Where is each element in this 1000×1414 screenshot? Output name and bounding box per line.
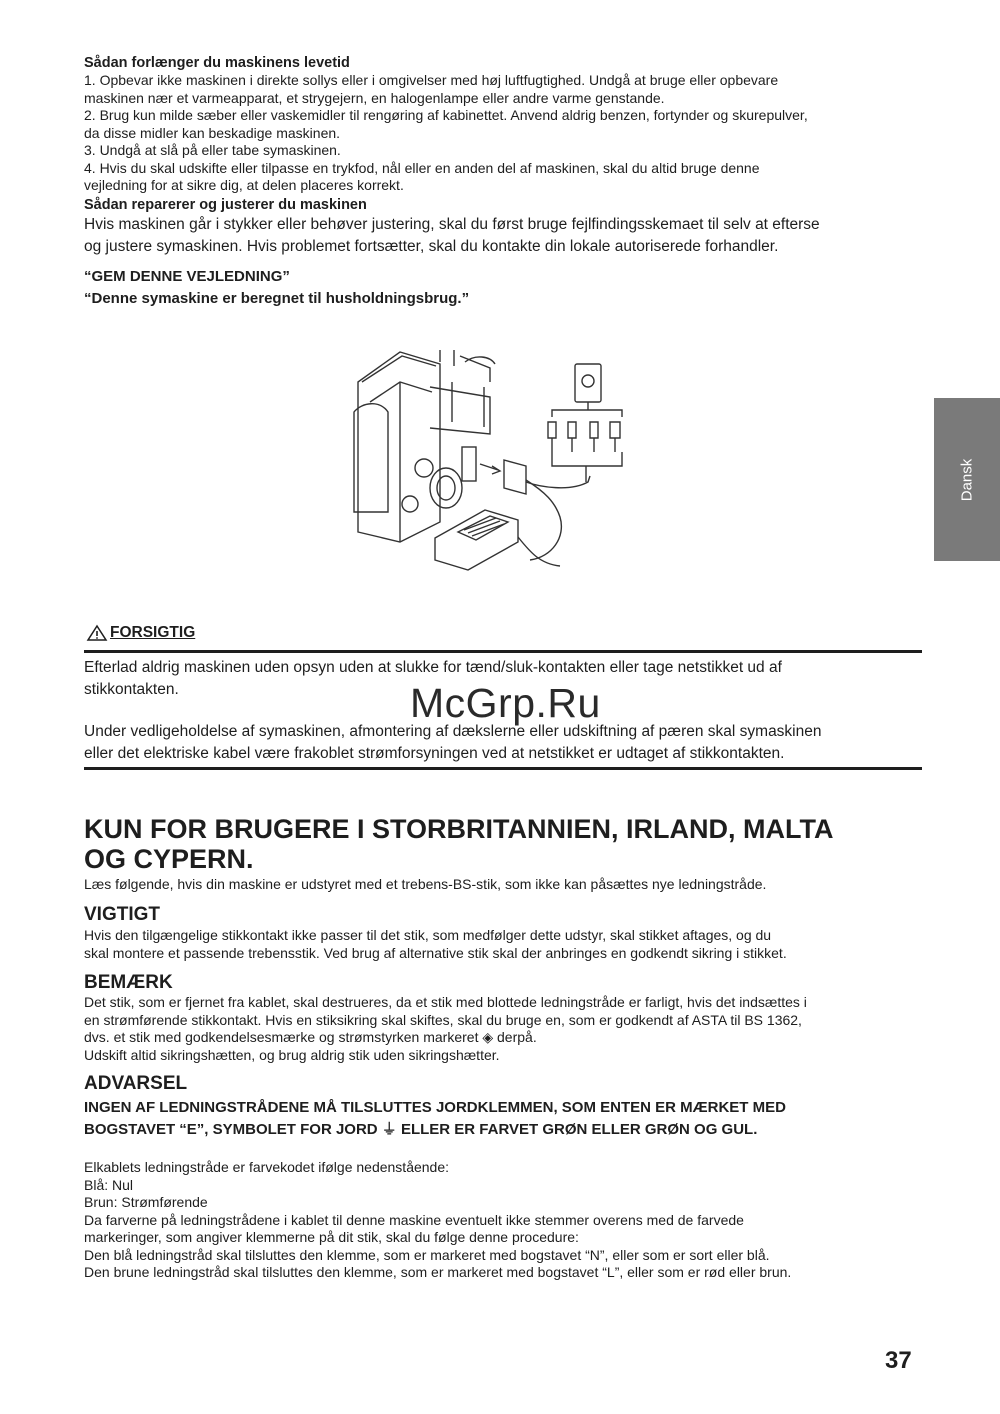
text-line: da disse midler kan beskadige maskinen. [84,124,341,141]
text-line: vejledning for at sikre dig, at delen placeres korrekt. [84,177,404,193]
text-line: Blå: Nul [84,1176,134,1193]
text-line: 3. Undgå at slå på eller tabe symaskinen. [84,142,341,158]
text-line: Hvis den tilgængelige stikkontakt ikke passer til det stik, som medfølger dette udstyr, skal stikket aftages, og du [84,927,772,943]
longevity-heading: Sådan forlænger du maskinens levetid [84,55,350,71]
handwheel [430,468,462,508]
colour-code-text [84,1159,930,1282]
plug-variant [610,422,620,452]
text-line: INGEN AF LEDNINGSTRÅDENE MÅ TILSLUTTES JORDKLEMMEN, SOM ENTEN ER MÆRKET MED [84,1099,786,1116]
knob [402,496,418,512]
text-line: en strømførende stikkontakt. Hvis en stiksikring skal skiftes, skal du bruge en, som er godkendt af ASTA til BS 1362, [84,1011,802,1028]
text-line: Under vedligeholdelse af symaskinen, afmontering af dækslerne eller udskiftning af pæren skal symaskinen [84,723,822,740]
watermark: McGrp.Ru [410,680,601,726]
machine-socket [462,447,476,481]
text-line: markeringer, som angiver klemmerne på dit stik, skal du følge denne procedure: [84,1229,579,1245]
plug-variant [590,422,598,452]
text-line: 1. Opbevar ikke maskinen i direkte sollys eller i omgivelser med høj luftfugtighed. Undgå at bruge eller opbevare [84,72,779,88]
repair-heading: Sådan reparerer og justerer du maskinen [84,197,367,213]
uk-intro: Læs følgende, hvis din maskine er udstyret med et trebens-BS-stik, som ikke kan påsættes nye ledningstråde. [84,876,767,892]
vigtigt-heading: VIGTIGT [84,904,160,925]
title-line: KUN FOR BRUGERE I STORBRITANNIEN, IRLAND, MALTA [84,814,834,844]
text-line: dvs. et stik med godkendelsesmærke og strømstyrken markeret ◈ derpå. [84,1029,537,1045]
machine-plug-diagram [340,342,640,582]
text-line: og justere symaskinen. Hvis problemet fortsætter, skal du kontakte din lokale autoriserede forhandler. [84,238,779,255]
text-line: 4. Hvis du skal udskifte eller tilpasse en trykfod, nål eller en anden del af maskinen, skal du altid bruge denne [84,159,760,176]
bemaerk-text [84,994,930,1064]
text-line: Da farverne på ledningstrådene i kablet til denne maskine eventuelt ikke stemmer overens med de farvede [84,1211,744,1228]
text-line: BOGSTAVET “E”, SYMBOLET FOR JORD ⏚ ELLER ER FARVET GRØN ELLER GRØN OG GUL. [84,1121,758,1138]
advarsel-heading: ADVARSEL [84,1073,188,1094]
warning-icon [86,624,108,642]
text-line: Den brune ledningstråd skal tilsluttes den klemme, som er markeret med bogstavet “L”, eller som er rød eller brun. [84,1264,792,1280]
text-line: stikkontakten. [84,681,179,698]
text-line: Efterlad aldrig maskinen uden opsyn uden at slukke for tænd/sluk-kontakten eller tage netstikket ud af [84,659,782,676]
uk-title [84,814,934,874]
machine-illustration [340,342,640,582]
household-quote: “Denne symaskine er beregnet til husholdningsbrug.” [84,290,470,307]
plug-variant [548,422,556,452]
keep-manual-quote: “GEM DENNE VEJLEDNING” [84,268,290,285]
caution-title-text: FORSIGTIG [110,624,196,641]
text-line: Udskift altid sikringshætten, og brug aldrig stik uden sikringshætter. [84,1046,500,1063]
text-line: 2. Brug kun milde sæber eller vaskemidler til rengøring af kabinettet. Anvend aldrig benzen, fortynder og skurepulver, [84,107,808,123]
wall-outlet [575,364,601,402]
caution-top-rule [84,650,922,653]
longevity-text [84,72,930,195]
title-line: OG CYPERN. [84,844,254,874]
quotes-section [84,266,930,310]
text-line: Den blå ledningstråd skal tilsluttes den klemme, som er markeret med bogstavet “N”, eller som er sort eller blå. [84,1246,770,1263]
caution-text-2 [84,721,922,765]
text-line: skal montere et passende trebensstik. Ved brug af alternative stik skal der anbringes en godkendt sikring i stikket. [84,944,787,961]
knob [415,459,433,477]
page-number: 37 [885,1347,912,1374]
caution-heading [86,624,195,642]
vigtigt-text [84,927,930,962]
bemaerk-heading: BEMÆRK [84,972,173,993]
repair-section [84,197,930,258]
text-line: Brun: Strømførende [84,1194,208,1210]
text-line: Det stik, som er fjernet fra kablet, skal destrueres, da et stik med blottede ledningstråde er farligt, hvis det indsættes i [84,994,807,1010]
language-side-tab [934,398,1000,561]
side-tab-label: Dansk [958,458,976,501]
machine-body [358,352,440,542]
plug-variant [568,422,576,452]
text-line: eller det elektriske kabel være frakoblet strømforsyningen ved at netstikket er udtaget af stikkontakten. [84,745,785,762]
repair-text [84,214,930,258]
advarsel-text [84,1097,924,1141]
machine-plug [504,460,526,494]
text-line: maskinen nær et varmeapparat, et strygejern, en halogenlampe eller andre varme genstande. [84,89,665,106]
text-line: Hvis maskinen går i stykker eller behøver justering, skal du først bruge fejlfindingsskemaet til selv at efterse [84,216,820,233]
text-line: Elkablets ledningstråde er farvekodet ifølge nedenstående: [84,1159,450,1175]
longevity-section [84,55,930,195]
caution-bottom-rule [84,767,922,770]
